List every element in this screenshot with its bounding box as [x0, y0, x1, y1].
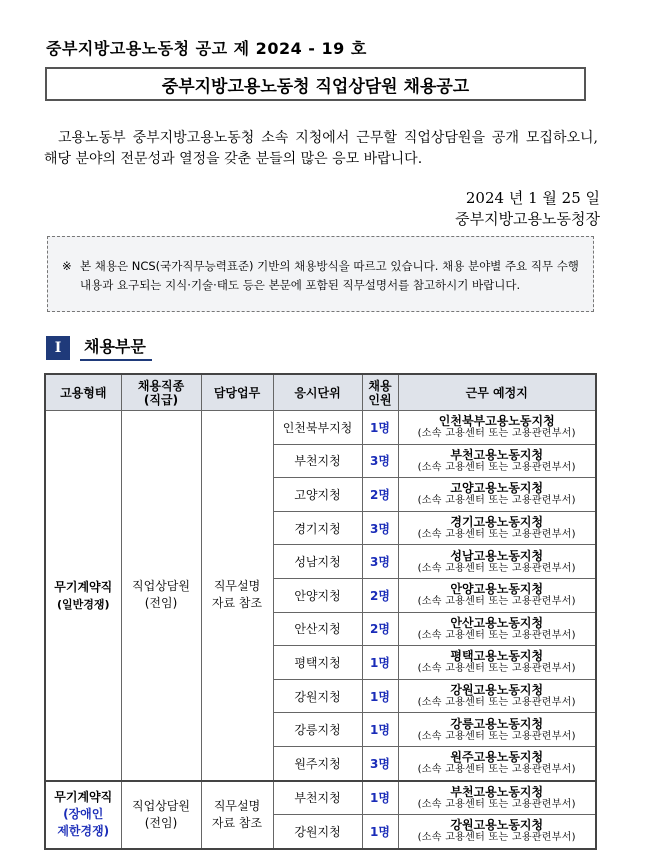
section-title: 채용부문	[80, 334, 152, 361]
work-location-cell	[398, 612, 596, 646]
job-category: 직업상담원	[132, 579, 190, 594]
duty-cell	[201, 781, 273, 849]
section-number: I	[46, 336, 70, 360]
work-location: 부천고용노동지청	[450, 447, 544, 462]
work-location-detail: (소속 고용센터 또는 고용관련부서)	[417, 428, 576, 440]
work-location-detail: (소속 고용센터 또는 고용관련부서)	[417, 697, 576, 709]
work-location-cell	[398, 713, 596, 747]
hire-count: 3명	[362, 545, 398, 579]
exam-unit: 고양지청	[273, 478, 362, 512]
notice-number: 중부지방고용노동청 공고 제 2024 - 19 호	[46, 39, 367, 58]
header-count-line1: 채용	[368, 378, 392, 393]
duty-line2: 자료 참조	[211, 596, 263, 611]
work-location-detail: (소속 고용센터 또는 고용관련부서)	[417, 730, 576, 742]
header-duty: 담당업무	[201, 374, 273, 411]
header-count	[362, 374, 398, 411]
work-location: 강원고용노동지청	[450, 818, 544, 833]
work-location: 강릉고용노동지청	[450, 716, 544, 731]
exam-unit: 부천지청	[273, 444, 362, 478]
work-location-cell	[398, 545, 596, 579]
employment-type-detail: 제한경쟁)	[57, 824, 110, 839]
work-location: 인천북부고용노동지청	[438, 414, 555, 429]
header-job-line1: 채용직종	[137, 378, 185, 393]
work-location-cell	[398, 679, 596, 713]
work-location-detail: (소속 고용센터 또는 고용관련부서)	[417, 529, 576, 541]
work-location-cell	[398, 411, 596, 445]
ncs-notice-box	[47, 236, 594, 312]
duty-line2: 자료 참조	[211, 815, 263, 830]
employment-type-detail: (장애인	[63, 807, 104, 822]
work-location-detail: (소속 고용센터 또는 고용관련부서)	[417, 764, 576, 776]
hire-count: 2명	[362, 478, 398, 512]
work-location: 강원고용노동지청	[450, 683, 544, 698]
exam-unit: 성남지청	[273, 545, 362, 579]
work-location: 평택고용노동지청	[450, 649, 544, 664]
work-location: 안산고용노동지청	[450, 615, 544, 630]
hire-count: 1명	[362, 646, 398, 680]
work-location-detail: (소속 고용센터 또는 고용관련부서)	[417, 629, 576, 641]
employment-type: 무기계약직	[54, 579, 113, 594]
exam-unit: 강원지청	[273, 815, 362, 849]
page-title	[45, 67, 586, 101]
work-location-detail: (소속 고용센터 또는 고용관련부서)	[417, 495, 576, 507]
exam-unit: 인천북부지청	[273, 411, 362, 445]
hire-count: 3명	[362, 746, 398, 780]
exam-unit: 강원지청	[273, 679, 362, 713]
reference-mark: ※	[62, 259, 72, 273]
work-location-detail: (소속 고용센터 또는 고용관련부서)	[417, 798, 576, 810]
work-location: 경기고용노동지청	[450, 515, 544, 530]
job-category-cell	[121, 781, 201, 849]
exam-unit: 안산지청	[273, 612, 362, 646]
work-location-detail: (소속 고용센터 또는 고용관련부서)	[417, 461, 576, 473]
hire-count: 1명	[362, 411, 398, 445]
issuing-organization: 중부지방고용노동청장	[455, 210, 600, 228]
work-location-cell	[398, 815, 596, 849]
hire-count: 1명	[362, 713, 398, 747]
job-grade: (전임)	[144, 815, 178, 830]
work-location-cell	[398, 646, 596, 680]
table-row	[45, 411, 596, 445]
work-location: 고양고용노동지청	[450, 481, 544, 496]
employment-type-cell	[45, 781, 121, 849]
ncs-notice-text: 본 채용은 NCS(국가직무능력표준) 기반의 채용방식을 따르고 있습니다. 채용 분야별 주요 직무 수행 내용과 요구되는 지식·기술·태도 등은 본문에 포함된 직무설명서를 참고하시기 바랍니다.	[80, 259, 579, 292]
hire-count: 3명	[362, 444, 398, 478]
header-employment-type: 고용형태	[45, 374, 121, 411]
exam-unit: 안양지청	[273, 578, 362, 612]
work-location-cell	[398, 444, 596, 478]
page-title-text: 중부지방고용노동청 직업상담원 채용공고	[161, 76, 470, 97]
duty-cell	[201, 411, 273, 781]
header-location: 근무 예정지	[398, 374, 596, 411]
work-location-cell	[398, 578, 596, 612]
hire-count: 2명	[362, 578, 398, 612]
exam-unit: 경기지청	[273, 511, 362, 545]
table-row	[45, 781, 596, 815]
hire-count: 1명	[362, 781, 398, 815]
header-unit: 응시단위	[273, 374, 362, 411]
work-location-cell	[398, 781, 596, 815]
recruitment-table	[44, 373, 597, 850]
section-heading	[46, 334, 152, 361]
hire-count: 1명	[362, 815, 398, 849]
job-category-cell	[121, 411, 201, 781]
header-job-category	[121, 374, 201, 411]
employment-type: 무기계약직	[54, 790, 113, 805]
exam-unit: 평택지청	[273, 646, 362, 680]
work-location: 안양고용노동지청	[450, 582, 544, 597]
table-header-row	[45, 374, 596, 411]
hire-count: 3명	[362, 511, 398, 545]
notice-date: 2024 년 1 월 25 일	[465, 189, 600, 207]
intro-paragraph	[44, 128, 598, 170]
work-location-detail: (소속 고용센터 또는 고용관련부서)	[417, 562, 576, 574]
work-location: 성남고용노동지청	[450, 548, 544, 563]
exam-unit: 부천지청	[273, 781, 362, 815]
work-location: 원주고용노동지청	[450, 750, 544, 765]
exam-unit: 강릉지청	[273, 713, 362, 747]
job-category: 직업상담원	[132, 798, 190, 813]
intro-text: 고용노동부 중부지방고용노동청 소속 지청에서 근무할 직업상담원을 공개 모집하오니, 해당 분야의 전문성과 열정을 갖춘 분들의 많은 응모 바랍니다.	[44, 130, 598, 167]
work-location-detail: (소속 고용센터 또는 고용관련부서)	[417, 832, 576, 844]
work-location-detail: (소속 고용센터 또는 고용관련부서)	[417, 596, 576, 608]
header-job-line2: (직급)	[143, 392, 179, 407]
work-location: 부천고용노동지청	[450, 784, 544, 799]
job-grade: (전임)	[144, 596, 178, 611]
work-location-cell	[398, 478, 596, 512]
employment-type-cell	[45, 411, 121, 781]
hire-count: 2명	[362, 612, 398, 646]
duty-line1: 직무설명	[213, 579, 261, 594]
work-location-detail: (소속 고용센터 또는 고용관련부서)	[417, 663, 576, 675]
header-count-line2: 인원	[368, 392, 392, 407]
work-location-cell	[398, 746, 596, 780]
hire-count: 1명	[362, 679, 398, 713]
employment-type-detail: (일반경쟁)	[56, 597, 110, 611]
duty-line1: 직무설명	[213, 798, 261, 813]
exam-unit: 원주지청	[273, 746, 362, 780]
work-location-cell	[398, 511, 596, 545]
